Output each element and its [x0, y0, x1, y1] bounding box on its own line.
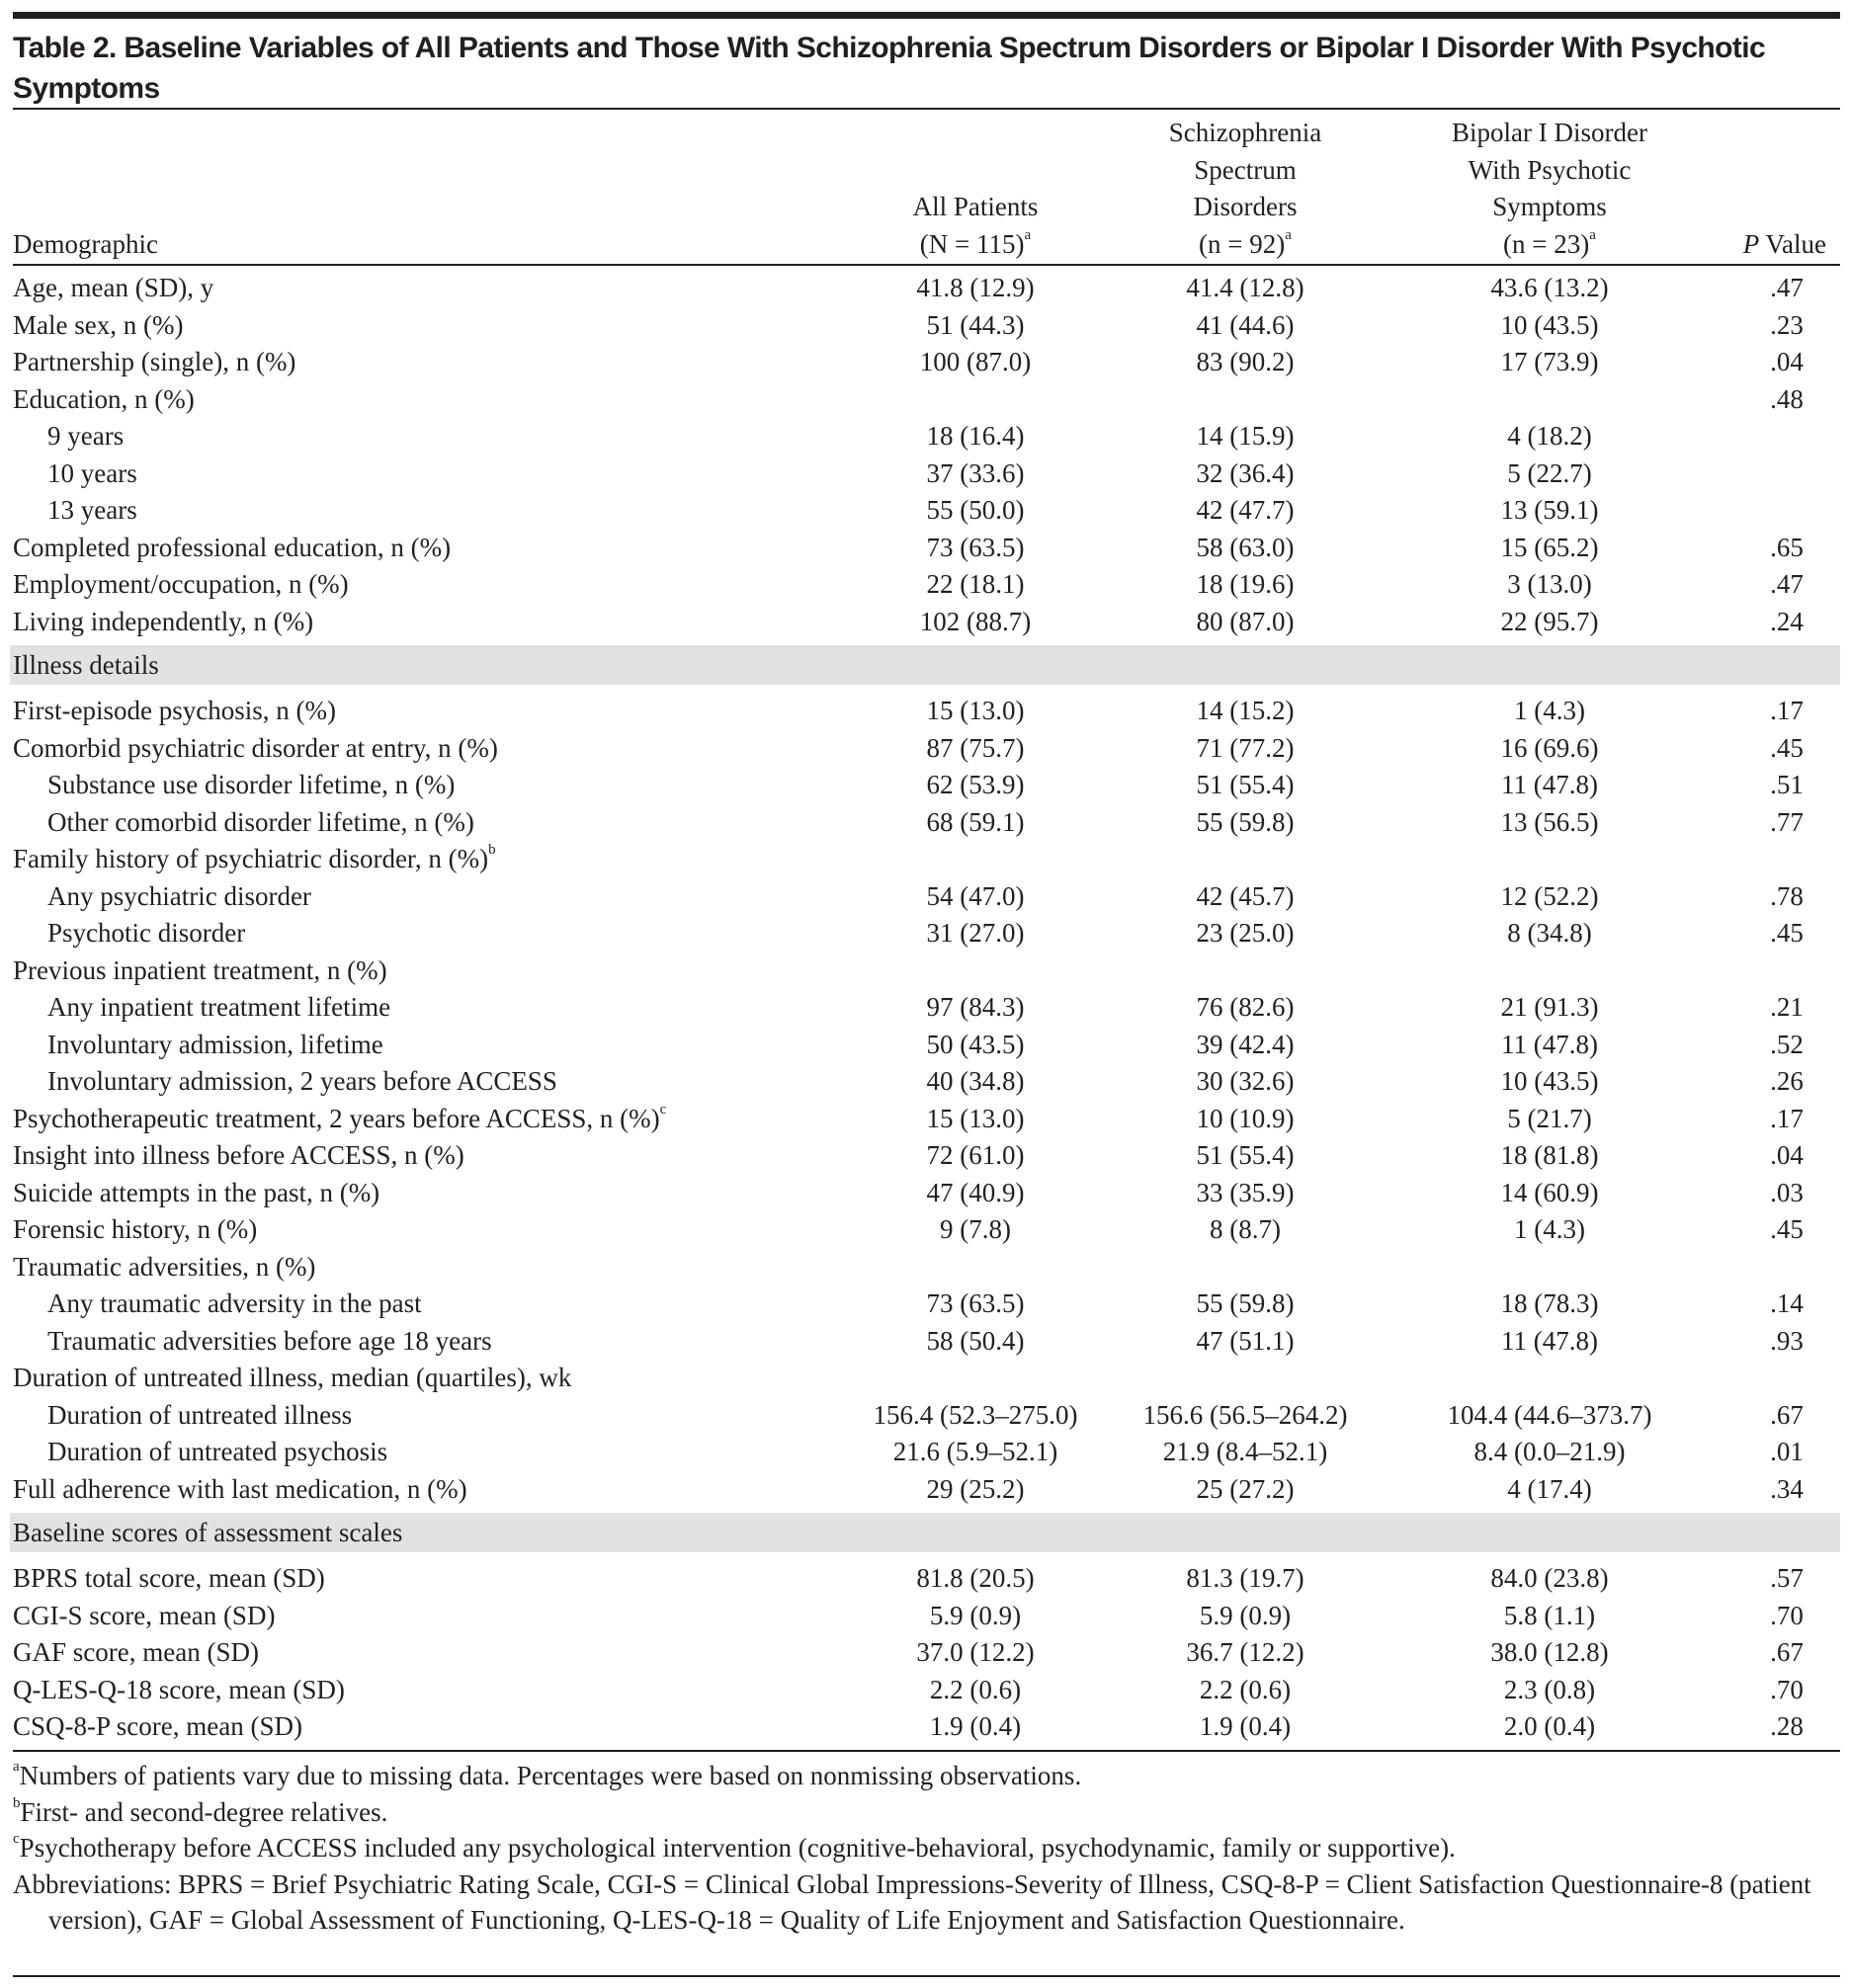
row-label — [47, 989, 390, 1027]
table-row — [0, 1397, 1850, 1435]
footnote-marker: c — [659, 1101, 667, 1118]
cell-p-value: .01 — [1770, 1437, 1804, 1466]
cell-bipolar: 4 (17.4) — [1507, 1473, 1592, 1504]
cell-schizophrenia: 18 (19.6) — [1196, 569, 1295, 599]
row-label-text: Employment/occupation, n (%) — [13, 569, 349, 599]
header-schizophrenia — [1087, 115, 1403, 263]
table-row — [0, 492, 1850, 530]
cell-schizophrenia: 21.9 (8.4–52.1) — [1162, 1437, 1328, 1466]
cell-all-patients: 73 (63.5) — [926, 1288, 1025, 1318]
row-label-text: Education, n (%) — [13, 383, 195, 414]
table-row — [0, 1063, 1850, 1101]
footnote-text: Numbers of patients vary due to missing data. Percentages were based on nonmissing observations. — [19, 1761, 1082, 1790]
cell-all-patients: 21.6 (5.9–52.1) — [892, 1437, 1058, 1466]
cell-p-value: .24 — [1770, 606, 1804, 636]
row-label — [47, 915, 245, 953]
cell-bipolar: 1 (4.3) — [1514, 696, 1585, 725]
cell-p-value: .65 — [1770, 532, 1804, 562]
section-header: Baseline scores of assessment scales — [10, 1513, 1840, 1552]
footnote-text: Abbreviations: BPRS = Brief Psychiatric Rating Scale, CGI-S = Clinical Global Impressions-Severity of Illness, CSQ-8-P = Client Satisfaction Questionnaire-8 (patient version), GAF = Global Assessment of Functioning, Q-LES-Q-18 = Quality of Life Enjoyment and Satisfaction Questionnaire. — [13, 1868, 1811, 1935]
row-label-text: First-episode psychosis, n (%) — [13, 696, 336, 725]
row-label — [13, 530, 451, 567]
cell-p-value: .45 — [1770, 1214, 1804, 1244]
row-label-text: Duration of untreated illness, median (quartiles), wk — [13, 1363, 572, 1392]
cell-schizophrenia: 51 (55.4) — [1196, 1140, 1295, 1170]
row-label — [13, 604, 313, 641]
header-n: (N = 115) — [919, 228, 1025, 259]
row-label — [47, 804, 474, 842]
cell-all-patients: 51 (44.3) — [926, 309, 1025, 340]
footnote-marker: a — [1589, 226, 1596, 243]
cell-all-patients: 9 (7.8) — [940, 1214, 1011, 1244]
cell-all-patients: 100 (87.0) — [919, 347, 1032, 376]
row-label — [47, 1323, 492, 1361]
header-line: Disorders — [1193, 192, 1298, 221]
cell-schizophrenia: 32 (36.4) — [1196, 457, 1295, 488]
cell-all-patients: 102 (88.7) — [919, 606, 1032, 636]
header-n: (n = 92) — [1199, 228, 1286, 259]
header-line — [1087, 226, 1403, 264]
row-label-text: CGI-S score, mean (SD) — [13, 1600, 276, 1630]
cell-p-value: .70 — [1770, 1674, 1804, 1704]
cell-schizophrenia: 42 (45.7) — [1196, 880, 1295, 911]
table-row — [0, 1101, 1850, 1138]
table-row — [0, 1434, 1850, 1471]
row-label-text: Duration of untreated illness — [47, 1399, 353, 1430]
row-label — [13, 953, 387, 990]
cell-schizophrenia: 14 (15.2) — [1196, 696, 1295, 725]
cell-schizophrenia: 5.9 (0.9) — [1199, 1600, 1292, 1630]
cell-all-patients: 15 (13.0) — [926, 696, 1025, 725]
cell-p-value: .57 — [1770, 1563, 1804, 1593]
cell-p-value: .03 — [1770, 1177, 1804, 1207]
cell-all-patients: 22 (18.1) — [926, 569, 1025, 599]
cell-bipolar: 21 (91.3) — [1500, 992, 1599, 1022]
cell-p-value: .51 — [1770, 770, 1804, 799]
header-line: Symptoms — [1492, 192, 1607, 221]
footnote-marker: a — [1024, 226, 1032, 243]
cell-schizophrenia: 58 (63.0) — [1196, 532, 1295, 562]
header-rule — [13, 264, 1840, 266]
cell-bipolar: 10 (43.5) — [1500, 1066, 1599, 1096]
row-label-text: BPRS total score, mean (SD) — [13, 1563, 325, 1593]
table-row — [0, 1560, 1850, 1598]
cell-schizophrenia: 1.9 (0.4) — [1199, 1711, 1292, 1741]
header-line — [1391, 226, 1708, 264]
row-label — [13, 693, 336, 730]
p-value-label: Value — [1759, 228, 1826, 259]
row-label-text: 10 years — [47, 457, 137, 488]
cell-all-patients: 5.9 (0.9) — [929, 1600, 1022, 1630]
cell-all-patients: 41.8 (12.9) — [916, 273, 1035, 302]
cell-schizophrenia: 71 (77.2) — [1196, 732, 1295, 763]
table-row — [0, 878, 1850, 916]
cell-p-value: .48 — [1770, 383, 1804, 414]
row-label-text: Q-LES-Q-18 score, mean (SD) — [13, 1674, 345, 1704]
table-row — [0, 1672, 1850, 1709]
row-label — [13, 1560, 325, 1598]
table-row — [0, 693, 1850, 730]
table-row — [0, 566, 1850, 604]
bottom-rule — [13, 1750, 1840, 1752]
row-label-text: Suicide attempts in the past, n (%) — [13, 1177, 380, 1207]
cell-schizophrenia: 30 (32.6) — [1196, 1066, 1295, 1096]
cell-p-value: .23 — [1770, 309, 1804, 340]
cell-bipolar: 2.0 (0.4) — [1503, 1711, 1596, 1741]
cell-bipolar: 10 (43.5) — [1500, 309, 1599, 340]
cell-all-patients: 18 (16.4) — [926, 421, 1025, 451]
cell-all-patients: 68 (59.1) — [926, 806, 1025, 837]
table-row — [0, 1249, 1850, 1286]
cell-all-patients: 156.4 (52.3–275.0) — [873, 1399, 1078, 1430]
cell-schizophrenia: 23 (25.0) — [1196, 918, 1295, 948]
top-rule — [13, 12, 1840, 19]
cell-bipolar: 16 (69.6) — [1500, 732, 1599, 763]
table-row — [0, 841, 1850, 878]
row-label-text: Duration of untreated psychosis — [47, 1437, 388, 1466]
cell-schizophrenia: 2.2 (0.6) — [1199, 1674, 1292, 1704]
row-label-text: 13 years — [47, 495, 137, 525]
header-p-value — [1743, 226, 1826, 264]
cell-bipolar: 11 (47.8) — [1501, 770, 1598, 799]
title-rule — [13, 108, 1840, 110]
row-label-text: Full adherence with last medication, n (%) — [13, 1473, 467, 1504]
footnote-marker: c — [13, 1831, 20, 1847]
cell-bipolar: 43.6 (13.2) — [1490, 273, 1609, 302]
cell-schizophrenia: 55 (59.8) — [1196, 1288, 1295, 1318]
row-label — [13, 566, 349, 604]
footnote — [13, 1866, 1841, 1939]
header-line: Bipolar I Disorder — [1452, 118, 1647, 147]
row-label — [47, 492, 137, 530]
header-line — [817, 226, 1134, 264]
cell-bipolar: 14 (60.9) — [1500, 1177, 1599, 1207]
row-label-text: Any inpatient treatment lifetime — [47, 992, 391, 1022]
cell-p-value: .17 — [1770, 1103, 1804, 1133]
row-label — [47, 1285, 422, 1323]
table-row — [0, 1323, 1850, 1361]
table-row — [0, 456, 1850, 493]
row-label — [47, 456, 137, 493]
row-label — [13, 1211, 257, 1249]
row-label-text: Family history of psychiatric disorder, n (%) — [13, 844, 489, 873]
cell-all-patients: 54 (47.0) — [926, 880, 1025, 911]
cell-bipolar: 13 (56.5) — [1500, 806, 1599, 837]
cell-bipolar: 5 (21.7) — [1507, 1103, 1592, 1133]
row-label — [47, 1397, 352, 1435]
footnote-marker: a — [13, 1759, 20, 1775]
cell-schizophrenia: 33 (35.9) — [1196, 1177, 1295, 1207]
cell-p-value: .47 — [1770, 569, 1804, 599]
row-label-text: Age, mean (SD), y — [13, 273, 214, 302]
footnote — [13, 1794, 1841, 1831]
cell-all-patients: 40 (34.8) — [926, 1066, 1025, 1096]
cell-schizophrenia: 41 (44.6) — [1196, 309, 1295, 340]
cell-p-value: .14 — [1770, 1288, 1804, 1318]
table-row — [0, 1027, 1850, 1064]
cell-p-value: .45 — [1770, 732, 1804, 763]
row-label-text: Comorbid psychiatric disorder at entry, n (%) — [13, 732, 498, 763]
cell-p-value: .47 — [1770, 273, 1804, 302]
cell-p-value: .04 — [1770, 347, 1804, 376]
row-label — [13, 1360, 571, 1397]
table-row — [0, 1360, 1850, 1397]
table-row — [0, 1137, 1850, 1175]
table-header — [0, 111, 1850, 263]
cell-bipolar: 13 (59.1) — [1500, 495, 1599, 525]
row-label-text: Any traumatic adversity in the past — [47, 1288, 422, 1318]
row-label-text: 9 years — [47, 421, 125, 451]
cell-all-patients: 47 (40.9) — [926, 1177, 1025, 1207]
cell-schizophrenia: 8 (8.7) — [1210, 1214, 1281, 1244]
cell-p-value: .93 — [1770, 1325, 1804, 1356]
row-label-text: Forensic history, n (%) — [13, 1214, 258, 1244]
cell-bipolar: 12 (52.2) — [1500, 880, 1599, 911]
footnote-text: Psychotherapy before ACCESS included any psychological intervention (cognitive-behavioral, psychodynamic, family or supportive). — [19, 1833, 1456, 1863]
header-line: Spectrum — [1194, 154, 1297, 185]
row-label — [13, 1137, 464, 1175]
row-label-text: Involuntary admission, lifetime — [47, 1029, 383, 1059]
row-label — [13, 1708, 302, 1746]
cell-bipolar: 38.0 (12.8) — [1490, 1637, 1609, 1667]
cell-p-value: .26 — [1770, 1066, 1804, 1096]
table-row — [0, 1634, 1850, 1672]
cell-bipolar: 5 (22.7) — [1507, 457, 1592, 488]
footnote-marker: b — [13, 1794, 21, 1811]
cell-schizophrenia: 25 (27.2) — [1196, 1473, 1295, 1504]
footnote-marker: a — [1285, 226, 1292, 243]
row-label — [13, 307, 183, 345]
row-label-text: Substance use disorder lifetime, n (%) — [47, 770, 456, 799]
row-label — [13, 1672, 345, 1709]
cell-p-value: .17 — [1770, 696, 1804, 725]
row-label — [47, 1063, 557, 1101]
cell-bipolar: 8 (34.8) — [1507, 918, 1592, 948]
row-label-text: Completed professional education, n (%) — [13, 532, 452, 562]
cell-bipolar: 8.4 (0.0–21.9) — [1473, 1437, 1626, 1466]
cell-schizophrenia: 55 (59.8) — [1196, 806, 1295, 837]
footnote-marker: b — [488, 842, 496, 858]
cell-bipolar: 15 (65.2) — [1500, 532, 1599, 562]
cell-bipolar: 3 (13.0) — [1507, 569, 1592, 599]
header-line: With Psychotic — [1468, 154, 1632, 185]
cell-all-patients: 2.2 (0.6) — [929, 1674, 1022, 1704]
footnote — [13, 1758, 1841, 1794]
cell-bipolar: 4 (18.2) — [1507, 421, 1592, 451]
cell-schizophrenia: 76 (82.6) — [1196, 992, 1295, 1022]
cell-all-patients: 50 (43.5) — [926, 1029, 1025, 1059]
cell-p-value: .78 — [1770, 880, 1804, 911]
row-label — [47, 878, 311, 916]
header-demographic: Demographic — [13, 228, 158, 259]
table-row — [0, 1471, 1850, 1509]
cell-schizophrenia: 42 (47.7) — [1196, 495, 1295, 525]
row-label-text: Insight into illness before ACCESS, n (%) — [13, 1140, 464, 1170]
header-all-patients — [817, 189, 1134, 263]
table-row — [0, 344, 1850, 381]
row-label — [13, 841, 496, 878]
row-label — [47, 767, 455, 804]
cell-all-patients: 97 (84.3) — [926, 992, 1025, 1022]
table-row — [0, 1175, 1850, 1212]
table-row — [0, 730, 1850, 768]
cell-all-patients: 29 (25.2) — [926, 1473, 1025, 1504]
table-row — [0, 915, 1850, 953]
table-body — [0, 270, 1850, 1746]
cell-schizophrenia: 14 (15.9) — [1196, 421, 1295, 451]
row-label — [13, 344, 295, 381]
table-row — [0, 1211, 1850, 1249]
cell-all-patients: 55 (50.0) — [926, 495, 1025, 525]
table-row — [0, 804, 1850, 842]
cell-bipolar: 22 (95.7) — [1500, 606, 1599, 636]
cell-schizophrenia: 83 (90.2) — [1196, 347, 1295, 376]
table-row — [0, 381, 1850, 419]
cell-bipolar: 17 (73.9) — [1500, 347, 1599, 376]
table-row — [0, 418, 1850, 456]
cell-bipolar: 1 (4.3) — [1514, 1214, 1585, 1244]
cell-schizophrenia: 80 (87.0) — [1196, 606, 1295, 636]
p-italic: P — [1742, 228, 1760, 259]
row-label — [13, 730, 498, 768]
cell-all-patients: 58 (50.4) — [926, 1325, 1025, 1356]
cell-all-patients: 72 (61.0) — [926, 1140, 1025, 1170]
cell-schizophrenia: 47 (51.1) — [1196, 1325, 1295, 1356]
cell-p-value: .21 — [1770, 992, 1804, 1022]
cell-all-patients: 62 (53.9) — [926, 770, 1025, 799]
row-label — [13, 1175, 379, 1212]
cell-bipolar: 104.4 (44.6–373.7) — [1447, 1399, 1652, 1430]
cell-schizophrenia: 36.7 (12.2) — [1186, 1637, 1304, 1667]
table-row — [0, 1708, 1850, 1746]
row-label — [13, 1249, 315, 1286]
table-row — [0, 989, 1850, 1027]
cell-all-patients: 31 (27.0) — [926, 918, 1025, 948]
table-row — [0, 604, 1850, 641]
row-label-text: GAF score, mean (SD) — [13, 1637, 259, 1667]
section-header: Illness details — [10, 645, 1840, 685]
table-row — [0, 767, 1850, 804]
row-label-text: Living independently, n (%) — [13, 606, 314, 636]
cell-p-value: .45 — [1770, 918, 1804, 948]
cell-all-patients: 15 (13.0) — [926, 1103, 1025, 1133]
cell-bipolar: 11 (47.8) — [1501, 1325, 1598, 1356]
row-label — [13, 381, 195, 419]
final-rule — [13, 1975, 1840, 1977]
row-label-text: CSQ-8-P score, mean (SD) — [13, 1711, 302, 1741]
row-label — [13, 1598, 275, 1635]
cell-all-patients: 87 (75.7) — [926, 732, 1025, 763]
row-label — [47, 418, 124, 456]
row-label-text: Previous inpatient treatment, n (%) — [13, 954, 387, 985]
cell-p-value: .70 — [1770, 1600, 1804, 1630]
header-n: (n = 23) — [1503, 228, 1590, 259]
row-label-text: Other comorbid disorder lifetime, n (%) — [47, 806, 474, 837]
cell-bipolar: 11 (47.8) — [1501, 1029, 1598, 1059]
row-label — [13, 270, 213, 307]
cell-p-value: .34 — [1770, 1473, 1804, 1504]
header-bipolar — [1391, 115, 1708, 263]
header-line: All Patients — [912, 192, 1039, 221]
cell-all-patients: 1.9 (0.4) — [929, 1711, 1022, 1741]
cell-p-value: .67 — [1770, 1399, 1804, 1430]
cell-p-value: .77 — [1770, 806, 1804, 837]
row-label-text: Traumatic adversities, n (%) — [13, 1251, 316, 1282]
row-label-text: Any psychiatric disorder — [47, 880, 311, 911]
table-row — [0, 1598, 1850, 1635]
row-label — [13, 1634, 259, 1672]
footnote-text: First- and second-degree relatives. — [20, 1796, 388, 1827]
cell-schizophrenia: 10 (10.9) — [1196, 1103, 1295, 1133]
cell-schizophrenia: 156.6 (56.5–264.2) — [1142, 1399, 1348, 1430]
cell-schizophrenia: 39 (42.4) — [1196, 1029, 1295, 1059]
cell-bipolar: 18 (81.8) — [1500, 1140, 1599, 1170]
cell-all-patients: 37 (33.6) — [926, 457, 1025, 488]
cell-p-value: .28 — [1770, 1711, 1804, 1741]
cell-all-patients: 73 (63.5) — [926, 532, 1025, 562]
table-row — [0, 953, 1850, 990]
row-label-text: Male sex, n (%) — [13, 309, 184, 340]
row-label-text: Involuntary admission, 2 years before ACCESS — [47, 1066, 557, 1096]
cell-p-value: .52 — [1770, 1029, 1804, 1059]
row-label-text: Partnership (single), n (%) — [13, 347, 296, 376]
cell-schizophrenia: 51 (55.4) — [1196, 770, 1295, 799]
cell-bipolar: 2.3 (0.8) — [1503, 1674, 1596, 1704]
table-row — [0, 307, 1850, 345]
row-label — [13, 1101, 666, 1138]
cell-bipolar: 84.0 (23.8) — [1490, 1563, 1609, 1593]
table-row — [0, 530, 1850, 567]
cell-all-patients: 81.8 (20.5) — [916, 1563, 1035, 1593]
table-row — [0, 1285, 1850, 1323]
cell-p-value: .04 — [1770, 1140, 1804, 1170]
row-label-text: Psychotherapeutic treatment, 2 years before ACCESS, n (%) — [13, 1103, 660, 1133]
row-label — [47, 1434, 387, 1471]
row-label-text: Psychotic disorder — [47, 918, 246, 948]
row-label — [13, 1471, 467, 1509]
cell-p-value: .67 — [1770, 1637, 1804, 1667]
cell-bipolar: 18 (78.3) — [1500, 1288, 1599, 1318]
cell-all-patients: 37.0 (12.2) — [916, 1637, 1035, 1667]
table-row — [0, 270, 1850, 307]
footnotes — [13, 1758, 1841, 1939]
row-label — [47, 1027, 383, 1064]
cell-schizophrenia: 81.3 (19.7) — [1186, 1563, 1304, 1593]
table-title: Table 2. Baseline Variables of All Patients and Those With Schizophrenia Spectrum Disorders or Bipolar I Disorder With Psychotic Symptoms — [13, 32, 1766, 105]
footnote — [13, 1830, 1841, 1866]
header-line: Schizophrenia — [1168, 118, 1322, 147]
cell-bipolar: 5.8 (1.1) — [1503, 1600, 1596, 1630]
row-label-text: Traumatic adversities before age 18 years — [47, 1325, 492, 1356]
cell-schizophrenia: 41.4 (12.8) — [1186, 273, 1304, 302]
